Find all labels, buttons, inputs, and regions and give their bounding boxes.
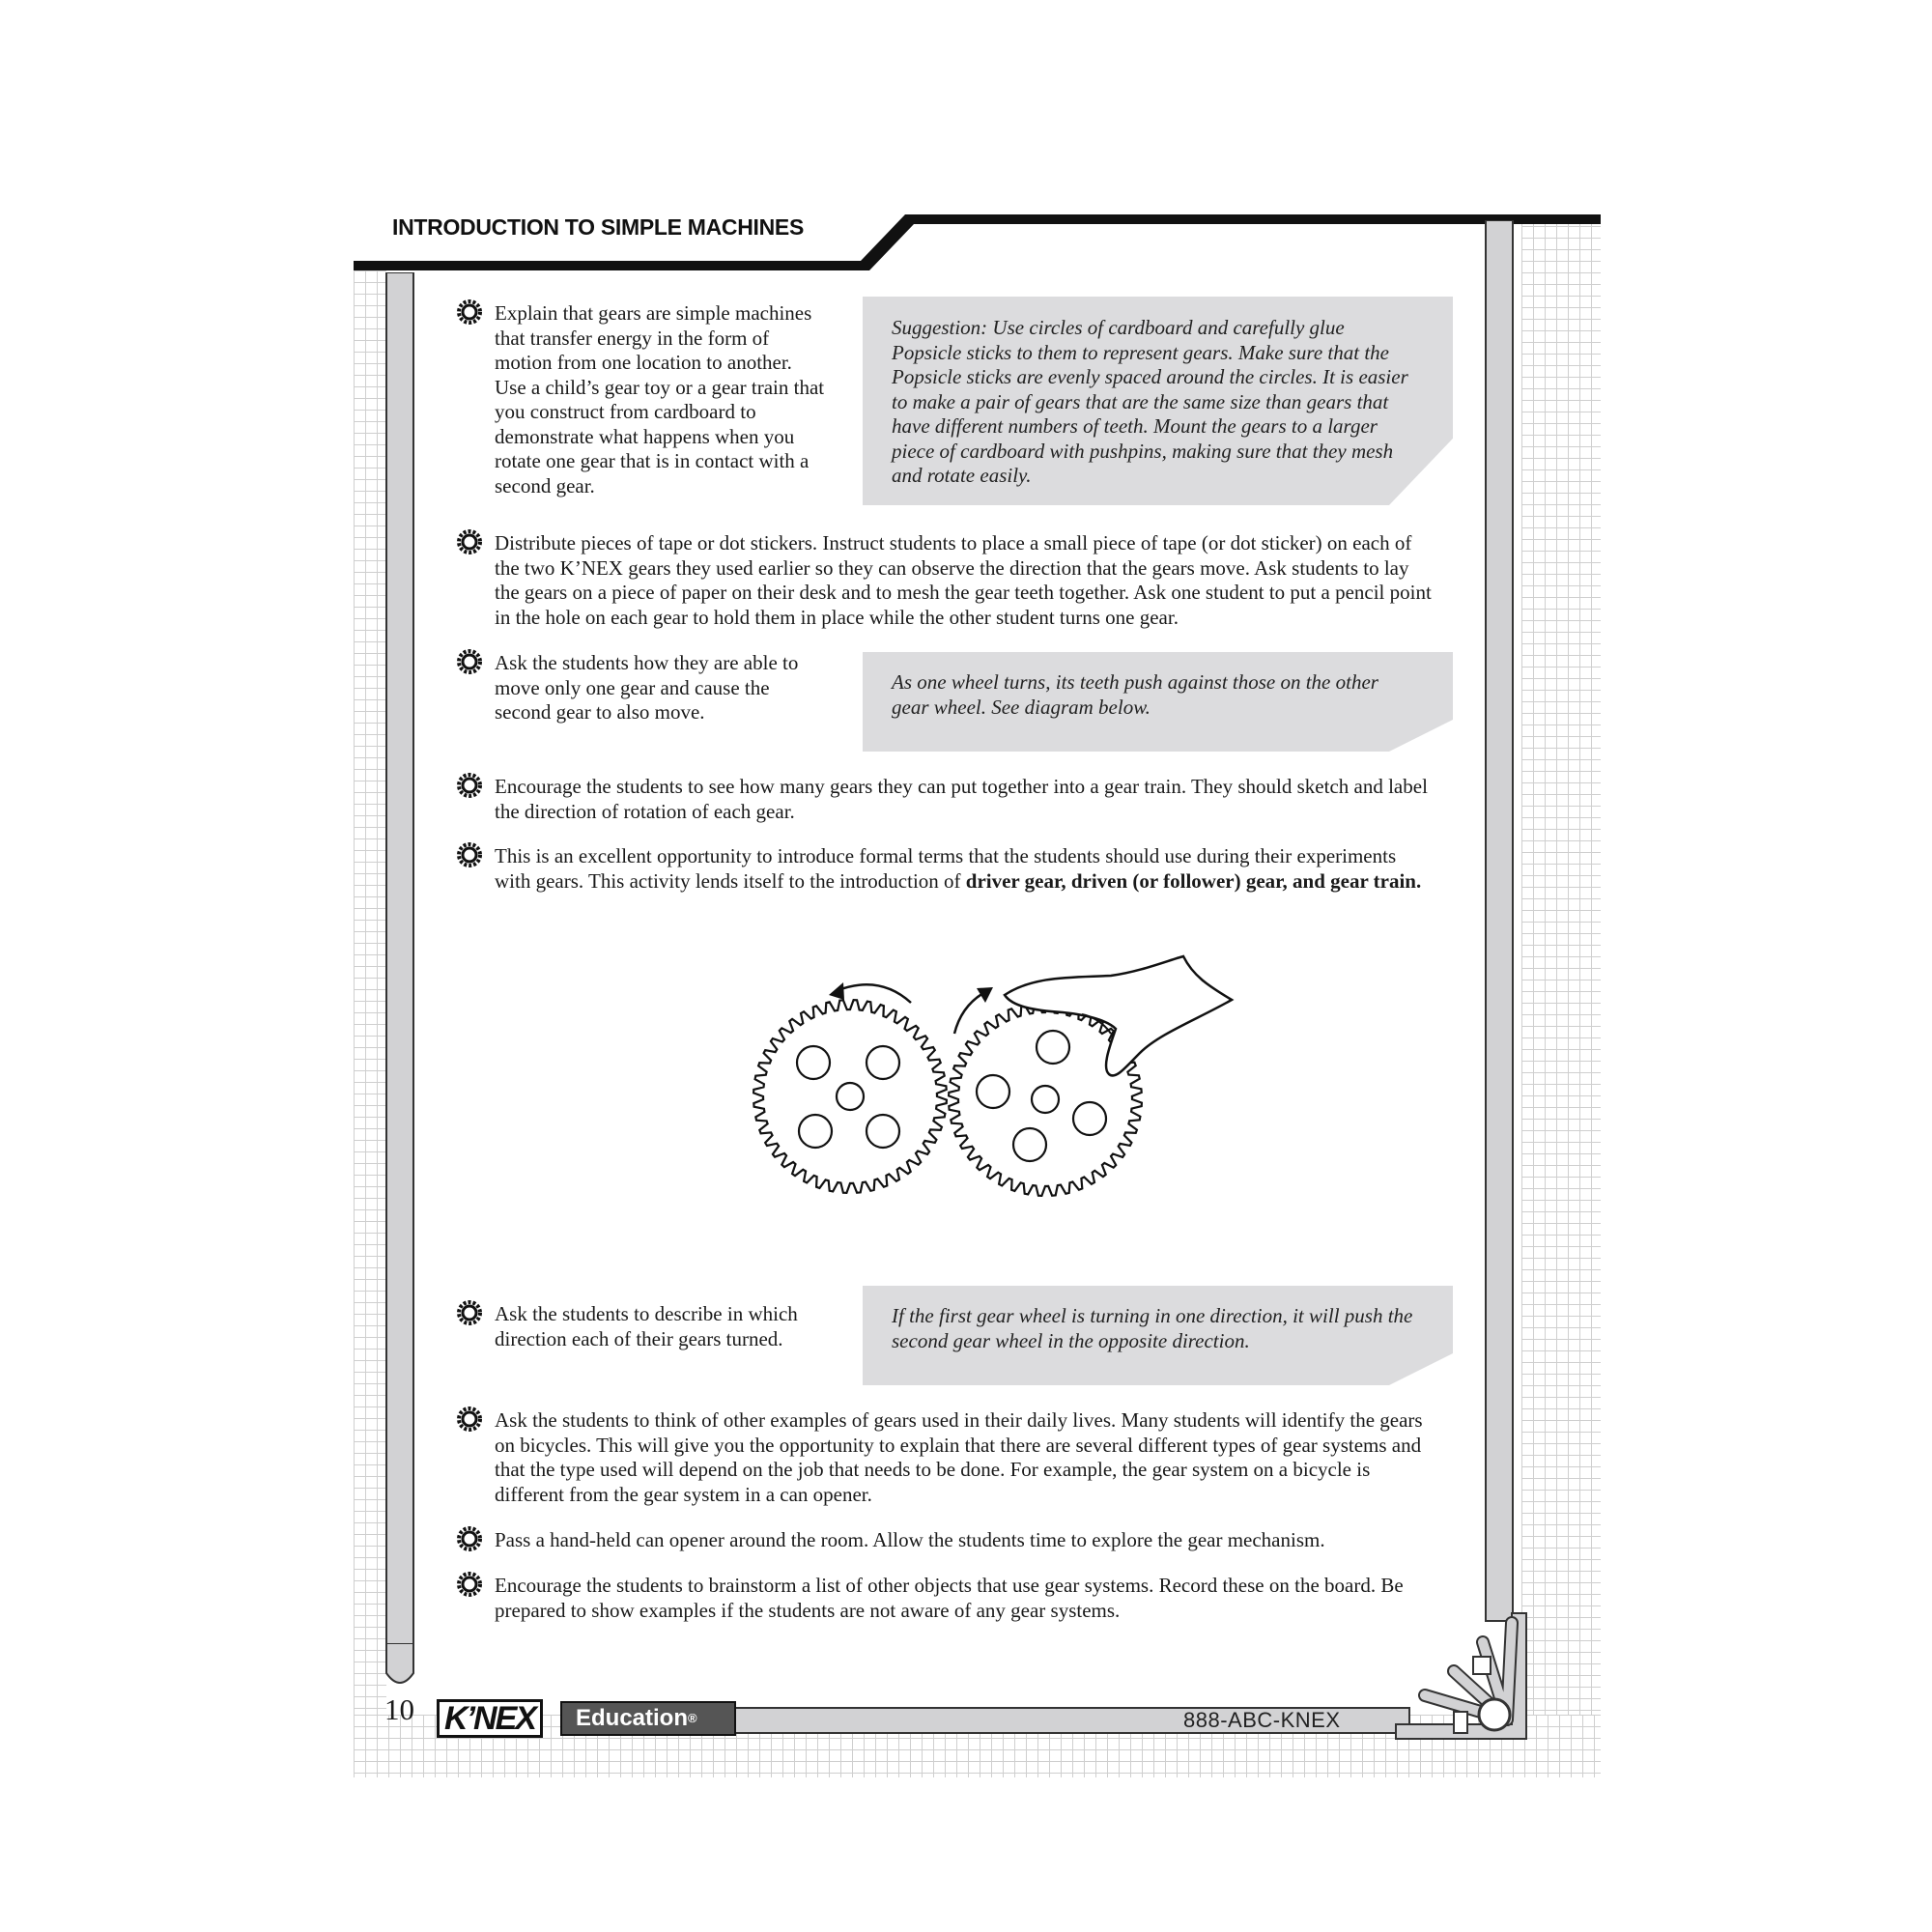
driven-gear-hole: [797, 1046, 830, 1079]
gear-bullet-icon: [457, 299, 482, 325]
driver-gear-hole: [1013, 1128, 1046, 1161]
bullet-text-gear-train: Encourage the students to see how many gears they can put together into a gear train. They should sketch and label the direction of rotation of each gear.: [495, 775, 1428, 823]
knex-connector-decoration: [1386, 1604, 1531, 1748]
education-label-box: [560, 1701, 736, 1736]
clockwise-arrow-icon: [954, 993, 983, 1034]
gear-bullet-icon: [457, 1300, 482, 1325]
gear-bullet-icon: [457, 842, 482, 867]
driver-gear-hole: [1037, 1031, 1069, 1064]
bullet-text-distribute-tape: Distribute pieces of tape or dot stickers. Instruct students to place a small piece of tape (or dot sticker) on each of the two K’NEX gears they used earlier so they can observe the direction that the gears move. Ask students to lay the gears on a piece of paper on their desk and to mesh the gear teeth together. Ask one student to put a pencil point in the hole on each gear to hold them in place while the other student turns one gear.: [495, 531, 1432, 629]
bullet-text-move-one-gear: Ask the students how they are able to move only one gear and cause the second gear to also move.: [495, 651, 799, 724]
driver-gear-hole: [1073, 1102, 1106, 1135]
bullet-text-brainstorm: Encourage the students to brainstorm a list of other objects that use gear systems. Record these on the board. Be prepared to show examples if the students are not aware of any gear systems.: [495, 1574, 1404, 1622]
left-rod: [381, 272, 419, 1702]
phone-number: 888-ABC-KNEX: [1183, 1708, 1341, 1732]
note-text-suggestion: Suggestion: Use circles of cardboard and carefully glue Popsicle sticks to them to represent gears. Make sure that the Popsicle sticks are evenly spaced around the circles. It is easier to make a pair of gears that are the same size than gears that have different numbers of teeth. Mount the gears to a larger piece of cardboard with pushpins, making sure that they mesh and rotate easily.: [892, 316, 1408, 487]
driven-gear-hole: [867, 1115, 899, 1148]
gear-bullet-icon: [457, 1406, 482, 1432]
formal-terms-text: This is an excellent opportunity to introduce formal terms that the students should use during their experiments with gears. This activity lends itself to the introduction of: [495, 844, 1397, 893]
bullet-text-explain-gears: Explain that gears are simple machines that transfer energy in the form of motion from one location to another. Use a child’s gear toy or a gear train that you construct from cardboard to demonstrate what happens when you rotate one gear that is in contact with a second gear.: [495, 301, 825, 497]
gear-bullet-icon: [457, 529, 482, 554]
section-title: INTRODUCTION TO SIMPLE MACHINES: [392, 214, 805, 240]
registered-mark: ®: [688, 1711, 697, 1725]
driver-gear-hole: [977, 1075, 1009, 1108]
grid-margin-right: [1521, 214, 1601, 1777]
gear-bullet-icon: [457, 1572, 482, 1597]
gear-diagram: [744, 947, 1246, 1208]
gear-bullet-icon: [457, 773, 482, 798]
right-rod: [1480, 220, 1519, 1669]
counterclockwise-arrow-icon: [836, 984, 911, 1003]
formal-terms-bold: driver gear, driven (or follower) gear, and gear train.: [965, 868, 1422, 893]
bullet-text-daily-gears: Ask the students to think of other examples of gears used in their daily lives. Many students will identify the gears on bicycles. This will give you the opportunity to explain that there are several different types of gear systems and that the type used will depend on the job that needs to be done. For example, the gear system on a bicycle is different from the gear system in a can opener.: [495, 1408, 1423, 1506]
gear-bullet-icon: [457, 649, 482, 674]
note-text-opposite-direction: If the first gear wheel is turning in one direction, it will push the second gear wheel in the opposite direction.: [892, 1304, 1413, 1352]
driver-gear-hole: [1032, 1086, 1059, 1113]
driven-gear-hole: [867, 1046, 899, 1079]
hand-drawing: [1005, 956, 1232, 1075]
page-number: 10: [384, 1692, 414, 1726]
knex-logo: K’NEX: [437, 1699, 543, 1738]
education-label: Education: [576, 1705, 689, 1731]
driven-gear: [753, 1000, 947, 1193]
bullet-text-formal-terms: [495, 844, 1436, 894]
bullet-text-direction: Ask the students to describe in which direction each of their gears turned.: [495, 1302, 798, 1350]
driven-gear-hole: [837, 1083, 864, 1110]
gear-bullet-icon: [457, 1526, 482, 1551]
bullet-text-can-opener: Pass a hand-held can opener around the room. Allow the students time to explore the gear mechanism.: [495, 1528, 1325, 1551]
note-text-wheel-turns: As one wheel turns, its teeth push against those on the other gear wheel. See diagram below.: [892, 670, 1378, 719]
driven-gear-hole: [799, 1115, 832, 1148]
counterclockwise-arrowhead: [829, 982, 844, 1000]
